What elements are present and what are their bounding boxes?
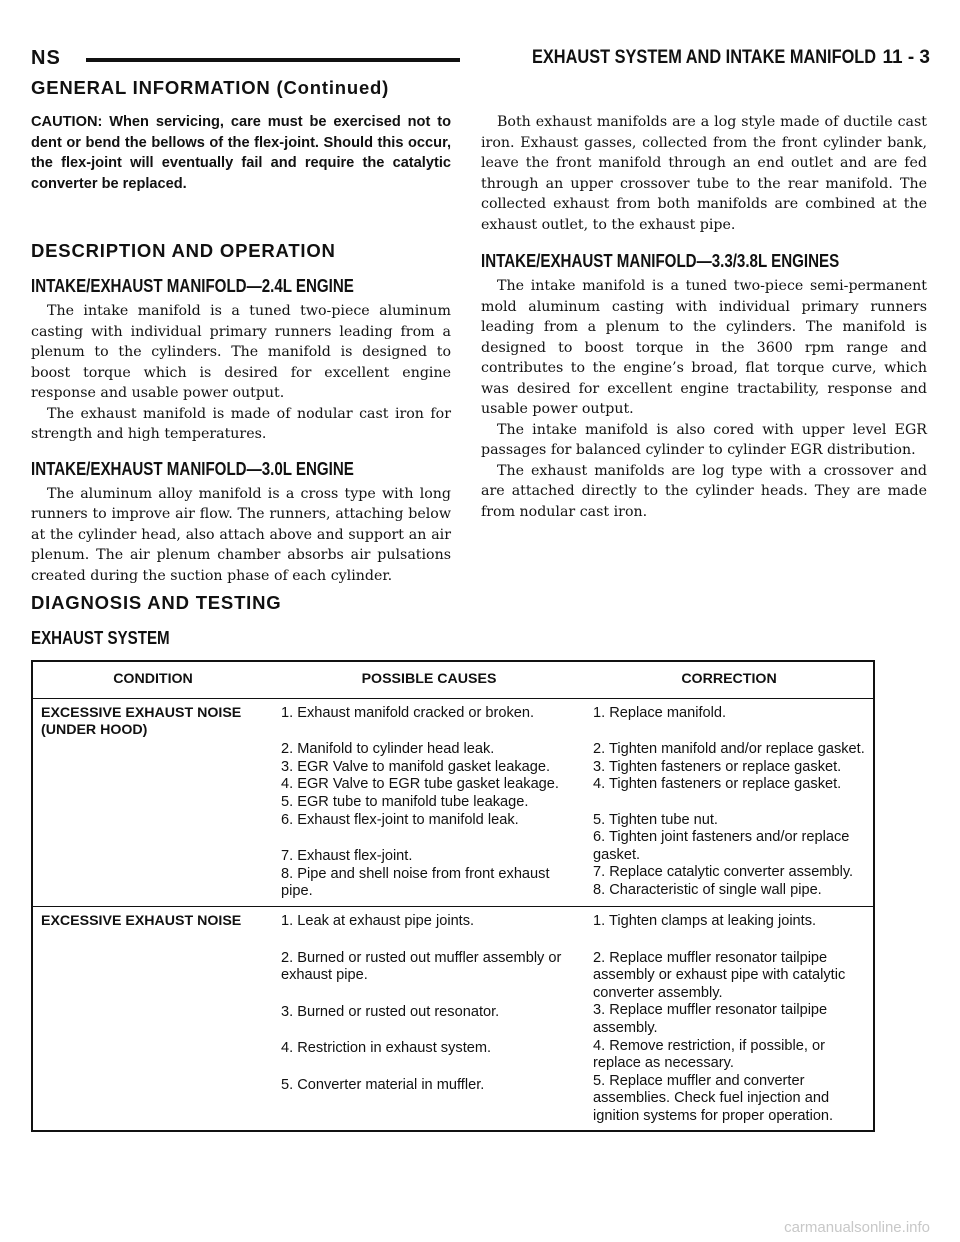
correction-item: 2. Replace muffler resonator tailpipe assembly or exhaust pipe with catalytic converter assembly. — [593, 949, 846, 1001]
cause-item: 1. Leak at exhaust pipe joints. — [281, 912, 475, 929]
correction-item: 2. Tighten manifold and/or replace gasket. — [593, 741, 865, 758]
correction-item: 5. Tighten tube nut. — [593, 811, 718, 828]
manifold-2-4l-heading: INTAKE/EXHAUST MANIFOLD—2.4L ENGINE — [31, 276, 354, 296]
cause-item: 8. Pipe and shell noise from front exhaust pipe. — [281, 865, 550, 900]
cause-item: 3. Burned or rusted out resonator. — [281, 1003, 500, 1020]
correction-item: 4. Remove restriction, if possible, or replace as necessary. — [593, 1037, 825, 1072]
header-possible-causes: POSSIBLE CAUSES — [273, 661, 585, 698]
manifold-3-3l-para-2: The intake manifold is also cored with upper level EGR passages for balanced cylinder to cylinder EGR distribution. — [481, 421, 927, 458]
correction-item: 4. Tighten fasteners or replace gasket. — [593, 776, 842, 793]
cause-item: 4. Restriction in exhaust system. — [281, 1040, 492, 1057]
manifold-2-4l-para-2: The exhaust manifold is made of nodular cast iron for strength and high temperatures. — [31, 405, 451, 442]
header-condition: CONDITION — [32, 661, 273, 698]
cause-item: 1. Exhaust manifold cracked or broken. — [281, 704, 535, 721]
cause-item: 7. Exhaust flex-joint. — [281, 848, 413, 865]
correction-item: 7. Replace catalytic converter assembly. — [593, 864, 854, 881]
correction-item: 1. Replace manifold. — [593, 704, 727, 721]
page-header — [0, 0, 960, 80]
table-row — [32, 906, 874, 1131]
manifold-3-3l-heading: INTAKE/EXHAUST MANIFOLD—3.3/3.8L ENGINES — [481, 251, 840, 271]
watermark: carmanualsonline.info — [784, 1219, 930, 1236]
chapter-title: EXHAUST SYSTEM AND INTAKE MANIFOLD — [531, 47, 876, 68]
condition-cell: EXCESSIVE EXHAUST NOISE (UNDER HOOD) — [32, 698, 273, 906]
manifold-2-4l-para-1: The intake manifold is a tuned two-piece aluminum casting with individual primary runners leading from a plenum to the cylinders. The manifold is designed to boost torque which is desired for excellent engine response and usable power output. — [31, 303, 451, 401]
caution-note: CAUTION: When servicing, care must be exercised not to dent or bend the bellows of the flex-joint. Should this occur, the flex-joint will eventually fail and require the catalytic converter be replaced. — [31, 114, 451, 192]
table-row — [32, 698, 874, 906]
correction-item: 3. Tighten fasteners or replace gasket. — [593, 758, 842, 775]
correction-item: 6. Tighten joint fasteners and/or replace gasket. — [593, 829, 850, 863]
general-information-heading: GENERAL INFORMATION (Continued) — [31, 77, 390, 98]
exhaust-system-heading: EXHAUST SYSTEM — [31, 628, 170, 648]
cause-item: 4. EGR Valve to EGR tube gasket leakage. — [281, 776, 559, 793]
correction-item: 3. Replace muffler resonator tailpipe assembly. — [593, 1002, 828, 1036]
corrections-cell — [585, 698, 874, 906]
correction-item: 1. Tighten clamps at leaking joints. — [593, 912, 817, 929]
diagnosis-heading: DIAGNOSIS AND TESTING — [31, 592, 282, 613]
cause-item: 3. EGR Valve to manifold gasket leakage. — [281, 758, 551, 775]
condition-cell: EXCESSIVE EXHAUST NOISE — [41, 912, 242, 929]
cause-item: 2. Manifold to cylinder head leak. — [281, 741, 495, 758]
manifold-3-0l-heading: INTAKE/EXHAUST MANIFOLD—3.0L ENGINE — [31, 458, 354, 479]
correction-item: 5. Replace muffler and converter assemblies. Check fuel injection and ignition systems for proper operation. — [593, 1072, 834, 1124]
causes-cell — [273, 906, 585, 1131]
left-column — [31, 112, 451, 586]
cause-item: 5. Converter material in muffler. — [281, 1076, 485, 1093]
manifold-3-0l-para-2: Both exhaust manifolds are a log style made of ductile cast iron. Exhaust gasses, collected from the front cylinder bank, leave the front manifold through an end outlet and are fed through an upper crossover tube to the rear manifold. The collected exhaust from both manifolds are combined at the exhaust outlet, to the exhaust pipe. — [481, 114, 927, 233]
correction-item: 8. Characteristic of single wall pipe. — [593, 881, 822, 898]
diagnosis-table — [31, 660, 875, 1132]
causes-cell — [273, 698, 585, 906]
cause-item: 6. Exhaust flex-joint to manifold leak. — [281, 811, 519, 828]
page-number: 11 - 3 — [882, 47, 930, 68]
table-header-row — [32, 661, 874, 698]
header-correction: CORRECTION — [585, 661, 874, 698]
corrections-cell — [585, 906, 874, 1131]
cause-item: 2. Burned or rusted out muffler assembly or exhaust pipe. — [281, 949, 562, 984]
right-column — [481, 112, 927, 522]
model-code: NS — [31, 47, 61, 69]
manifold-3-3l-para-3: The exhaust manifolds are log type with a crossover and are attached directly to the cylinder heads. They are made from nodular cast iron. — [481, 462, 927, 520]
cause-item: 5. EGR tube to manifold tube leakage. — [281, 793, 529, 810]
manifold-3-0l-para-1: The aluminum alloy manifold is a cross type with long runners to improve air flow. The runners, attaching below at the cylinder head, also attach above and support an air plenum. The air plenum chamber absorbs air pulsations created during the suction phase of each cylinder. — [31, 485, 451, 584]
manifold-3-3l-para-1: The intake manifold is a tuned two-piece semi-permanent mold aluminum casting with individual primary runners leading from a plenum to the cylinders. The manifold is designed to boost torque in the 3600 rpm range and contributes to the engine’s broad, flat torque curve, which was desired for excellent engine tractability, response and usable power output. — [481, 278, 927, 417]
header-rule — [86, 58, 460, 62]
description-heading: DESCRIPTION AND OPERATION — [31, 240, 336, 261]
